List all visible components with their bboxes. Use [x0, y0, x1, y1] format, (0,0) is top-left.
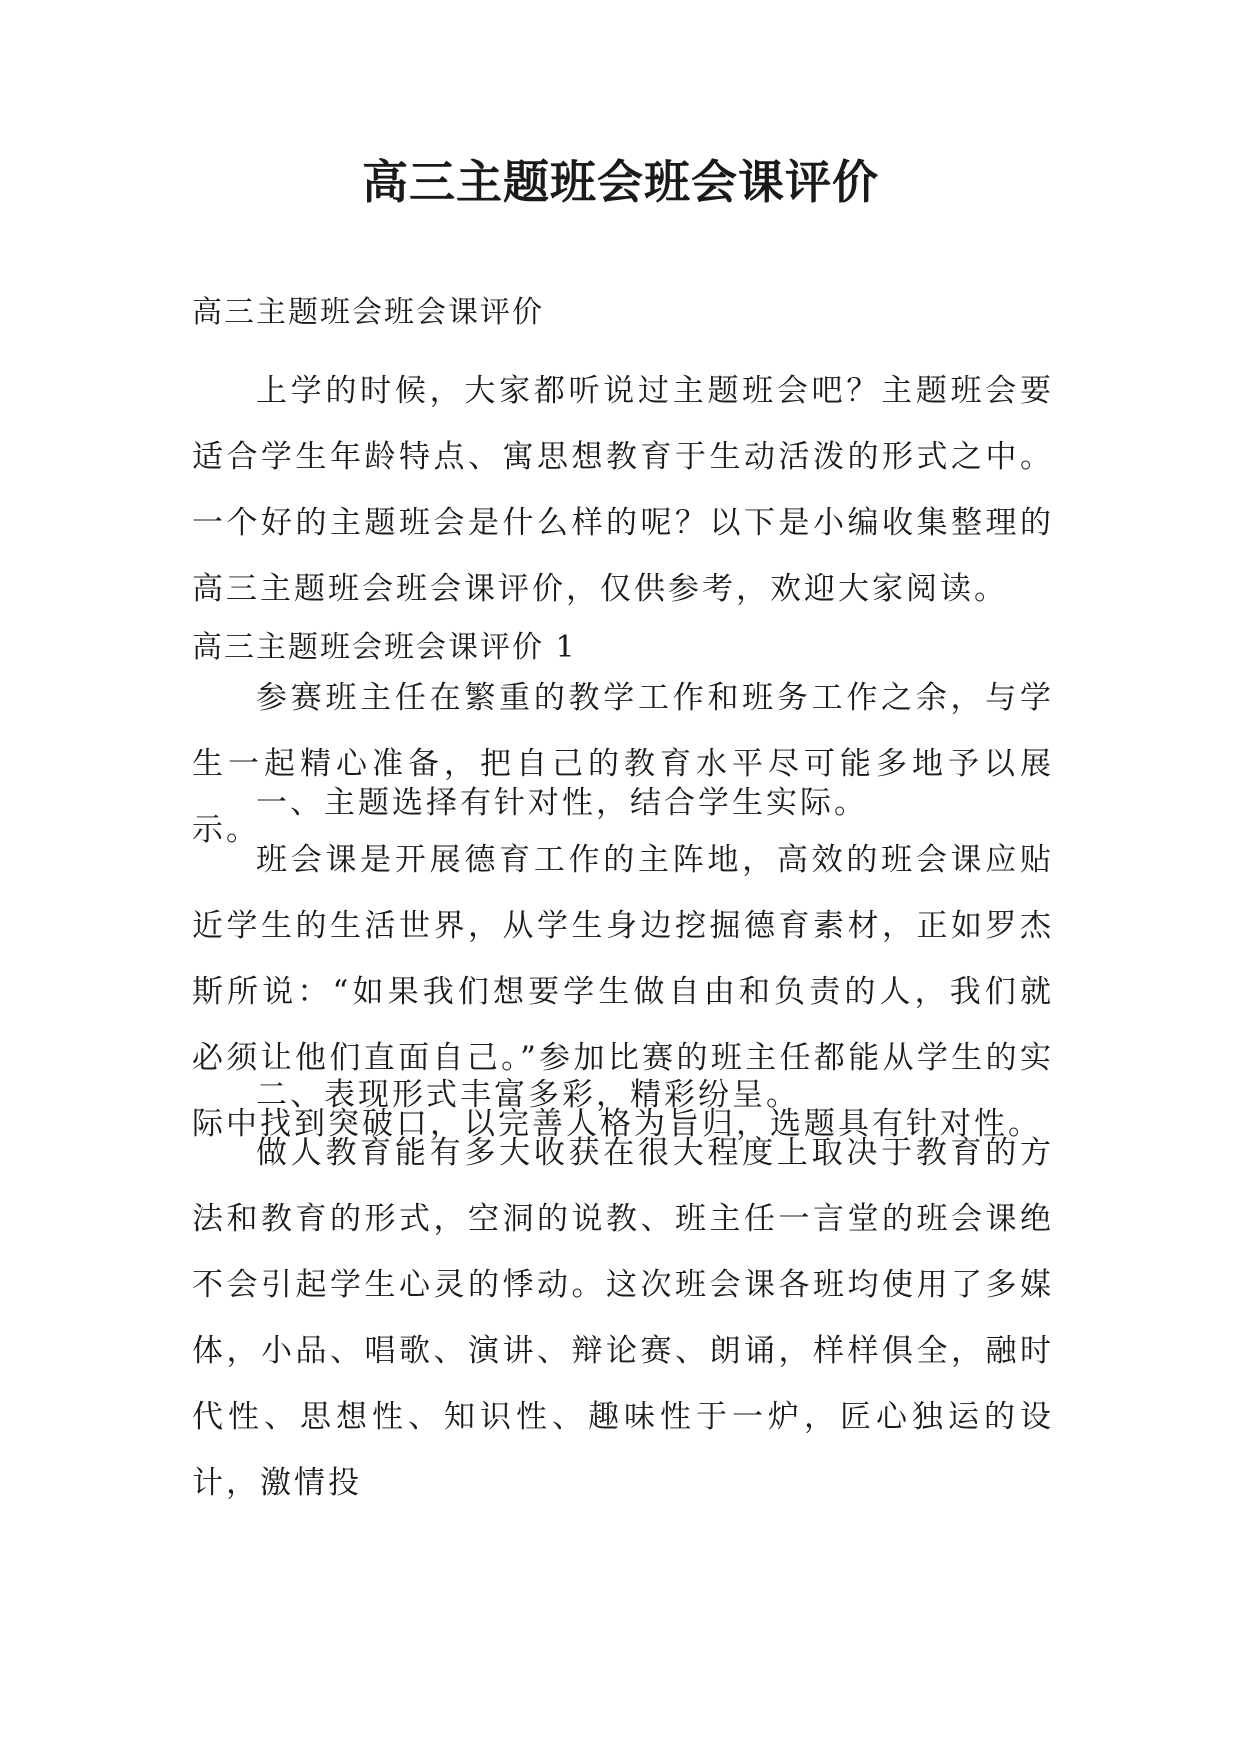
section1-point-2-heading: 二、表现形式丰富多彩，精彩纷呈。: [256, 1077, 800, 1113]
document-title: 高三主题班会班会课评价: [362, 155, 879, 209]
intro-paragraph: 上学的时候，大家都听说过主题班会吧？主题班会要适合学生年龄特点、寓思想教育于生动活泼的形式之中。一个好的主题班会是什么样的呢？以下是小编收集整理的高三主题班会班会课评价，仅供参考，欢迎大家阅读。: [192, 373, 1054, 607]
section1-point-1-heading: 一、主题选择有针对性，结合学生实际。: [256, 785, 868, 821]
section-heading-1: 高三主题班会班会课评价 1: [192, 630, 577, 665]
section1-paragraph-1: 参赛班主任在繁重的教学工作和班务工作之余，与学生一起精心准备，把自己的教育水平尽可能多地予以展示。: [192, 680, 1054, 848]
section1-paragraph-2: 班会课是开展德育工作的主阵地，高效的班会课应贴近学生的生活世界，从学生身边挖掘德育素材，正如罗杰斯所说：“如果我们想要学生做自由和负责的人，我们就必须让他们直面自己。”参加比赛的班主任都能从学生的实际中找到突破口，以完善人格为旨归，选题具有针对性。: [192, 842, 1054, 1142]
document-subtitle: 高三主题班会班会课评价: [192, 295, 544, 330]
section1-paragraph-3: 做人教育能有多大收获在很大程度上取决于教育的方法和教育的形式，空洞的说教、班主任一言堂的班会课绝不会引起学生心灵的悸动。这次班会课各班均使用了多媒体，小品、唱歌、演讲、辩论赛、朗诵，样样俱全，融时代性、思想性、知识性、趣味性于一炉，匠心独运的设计，激情投: [192, 1135, 1054, 1501]
